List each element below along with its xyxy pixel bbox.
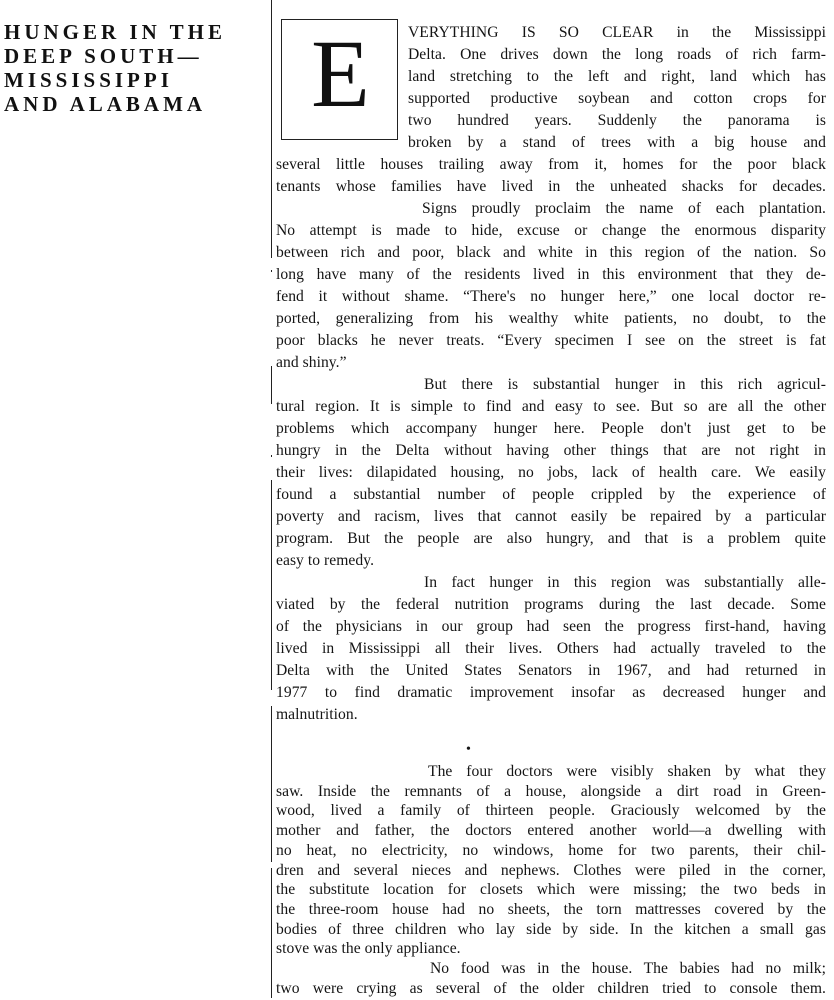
body-line: two were crying as several of the older children tried to console them. — [276, 980, 826, 997]
drop-cap-letter: E — [311, 20, 370, 127]
body-line: mother and father, the doctors entered another world—a dwelling with — [276, 822, 826, 840]
body-line: viated by the federal nutrition programs during the last decade. Some — [276, 596, 826, 613]
body-line: saw. Inside the remnants of a house, alongside a dirt road in Green- — [276, 782, 826, 800]
body-line: problems which accompany hunger here. People don't just get to be — [276, 420, 826, 437]
vertical-rule — [271, 366, 272, 404]
body-line: ported, generalizing from his wealthy white patients, no doubt, to the — [276, 310, 826, 327]
side-title-line: MISSISSIPPI — [4, 68, 173, 92]
body-line: found a substantial number of people crippled by the experience of — [276, 486, 826, 503]
body-line: tural region. It is simple to find and easy to see. But so are all the other — [276, 398, 826, 415]
body-line: two hundred years. Suddenly the panorama is — [408, 112, 826, 129]
side-title-line: AND ALABAMA — [4, 92, 207, 116]
side-title-line: DEEP SOUTH— — [4, 44, 203, 68]
body-line: fend it without shame. “There's no hunger here,” one local doctor re- — [276, 288, 826, 305]
side-title — [4, 20, 260, 116]
vertical-rule — [271, 480, 272, 690]
body-line: dren and several nieces and nephews. Clothes were piled in the corner, — [276, 861, 826, 879]
body-line: 1977 to find dramatic improvement insofar as decreased hunger and — [276, 684, 826, 701]
body-line: program. But the people are also hungry, and that is a problem quite — [276, 530, 826, 547]
body-line: poverty and racism, lives that cannot easily be repaired by a particular — [276, 508, 826, 525]
drop-cap-box — [281, 19, 398, 140]
body-line: Delta. One drives down the long roads of rich farm- — [408, 46, 826, 63]
body-line: between rich and poor, black and white in this region of the nation. So — [276, 244, 826, 261]
body-line: the three-room house had no sheets, the torn mattresses covered by the — [276, 900, 826, 918]
body-line: and shiny.” — [276, 354, 347, 371]
body-line: poor blacks he never treats. “Every specimen I see on the street is fat — [276, 332, 826, 349]
body-line: long have many of the residents lived in this environment that they de- — [276, 266, 826, 283]
body-line: The four doctors were visibly shaken by what they — [428, 763, 826, 780]
body-line: hungry in the Delta without having other things that are not right in — [276, 442, 826, 459]
vertical-rule — [271, 455, 272, 457]
body-line: land stretching to the left and right, land which has — [408, 68, 826, 85]
body-line: No attempt is made to hide, excuse or change the enormous disparity — [276, 222, 826, 239]
body-line: of the physicians in our group had seen the progress first-hand, having — [276, 618, 826, 635]
vertical-rule — [271, 0, 272, 258]
body-line: no heat, no electricity, no windows, home for two parents, their chil- — [276, 841, 826, 859]
body-line: malnutrition. — [276, 706, 358, 723]
side-title-line: HUNGER IN THE — [4, 20, 226, 44]
body-line: the substitute location for closets which were missing; the two beds in — [276, 881, 826, 899]
vertical-rule — [271, 706, 272, 862]
body-line: wood, lived a family of thirteen people. Graciously welcomed by the — [276, 802, 826, 820]
body-line: No food was in the house. The babies had no milk; — [430, 960, 826, 977]
body-line: bodies of three children who lay side by side. In the kitchen a small gas — [276, 920, 826, 938]
body-line: In fact hunger in this region was substantially alle- — [424, 574, 826, 591]
body-line: their lives: dilapidated housing, no jobs, lack of health care. We easily — [276, 464, 826, 481]
body-line: Delta with the United States Senators in 1967, and had returned in — [276, 662, 826, 679]
body-line: Signs proudly proclaim the name of each plantation. — [422, 200, 826, 217]
body-line: But there is substantial hunger in this rich agricul- — [424, 376, 826, 393]
section-break-ornament: • — [466, 742, 471, 757]
body-line: VERYTHING IS SO CLEAR in the Mississippi — [408, 24, 826, 41]
body-line: stove was the only appliance. — [276, 940, 461, 958]
body-line: easy to remedy. — [276, 552, 375, 569]
body-line: lived in Mississippi all their lives. Others had actually traveled to the — [276, 640, 826, 657]
vertical-rule — [271, 868, 272, 998]
body-line: supported productive soybean and cotton crops for — [408, 90, 826, 107]
body-line: several little houses trailing away from it, homes for the poor black — [276, 156, 826, 173]
body-line: broken by a stand of trees with a big house and — [408, 134, 826, 151]
body-line: tenants whose families have lived in the unheated shacks for decades. — [276, 178, 826, 195]
vertical-rule — [271, 270, 272, 272]
